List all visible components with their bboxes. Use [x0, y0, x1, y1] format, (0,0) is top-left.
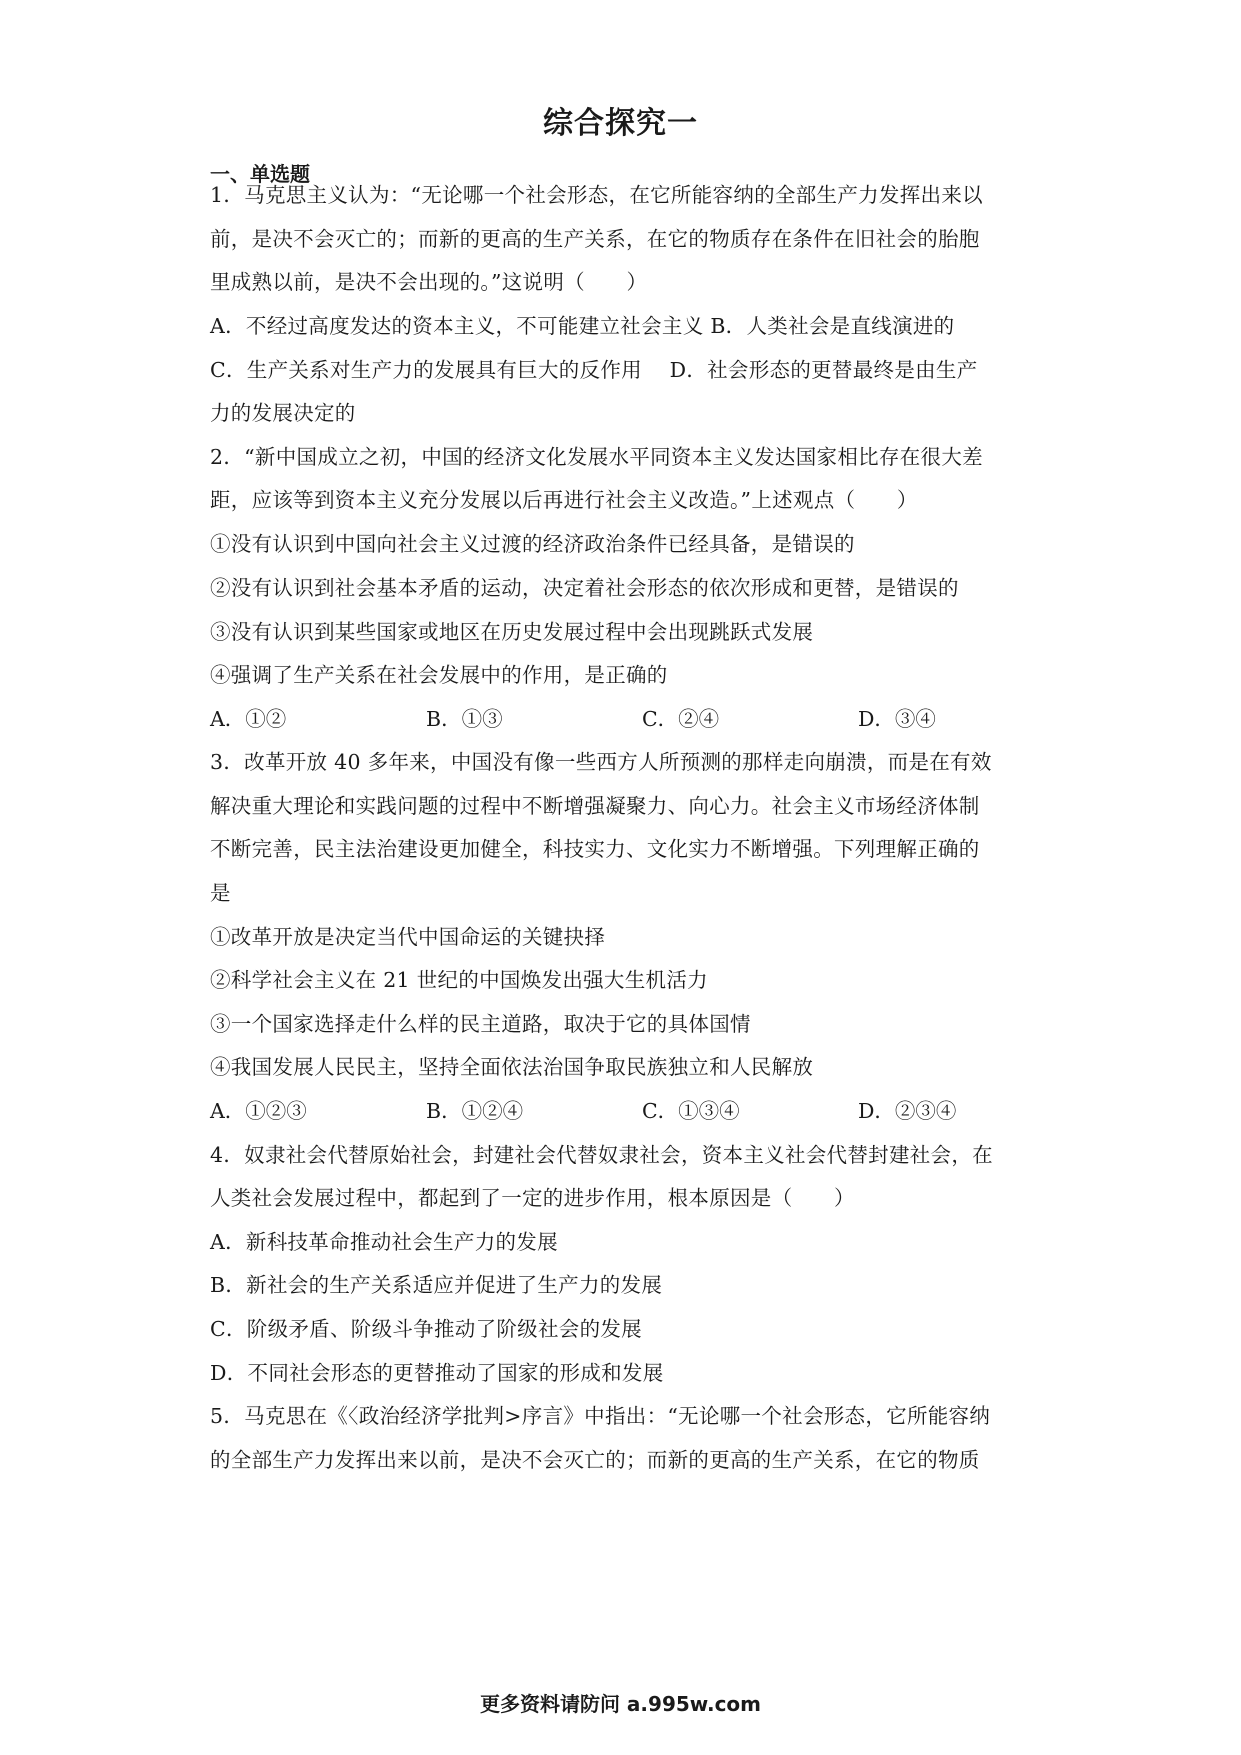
q5-line: 的全部生产力发挥出来以前，是决不会灭亡的；而新的更高的生产关系，在它的物质: [210, 1448, 980, 1472]
q1-line: 前，是决不会灭亡的；而新的更高的生产关系，在它的物质存在条件在旧社会的胎胞: [210, 227, 980, 251]
q4-line: 4．奴隶社会代替原始社会，封建社会代替奴隶社会，资本主义社会代替封建社会，在: [210, 1143, 993, 1167]
q2-statement: ①没有认识到中国向社会主义过渡的经济政治条件已经具备，是错误的: [210, 532, 855, 556]
q4-option-d: D．不同社会形态的更替推动了国家的形成和发展: [210, 1361, 664, 1385]
q3-line: 解决重大理论和实践问题的过程中不断增强凝聚力、向心力。社会主义市场经济体制: [210, 794, 980, 818]
q3-option-c: C．①③④: [642, 1099, 740, 1123]
q4-option-c: C．阶级矛盾、阶级斗争推动了阶级社会的发展: [210, 1317, 642, 1341]
footer-watermark: 更多资料请防问 a.995w.com: [479, 1692, 762, 1716]
q2-statement: ④强调了生产关系在社会发展中的作用，是正确的: [210, 663, 668, 687]
q2-option-a: A．①②: [210, 707, 287, 731]
q2-statement: ③没有认识到某些国家或地区在历史发展过程中会出现跳跃式发展: [210, 620, 814, 644]
q2-line: 2．“新中国成立之初，中国的经济文化发展水平同资本主义发达国家相比存在很大差: [210, 445, 983, 469]
q3-option-b: B．①②④: [426, 1099, 524, 1123]
q5-line: 5．马克思在《〈政治经济学批判>序言》中指出：“无论哪一个社会形态，它所能容纳: [210, 1404, 991, 1428]
q4-line: 人类社会发展过程中，都起到了一定的进步作用，根本原因是（ ）: [210, 1186, 855, 1210]
q1-option-line: A．不经过高度发达的资本主义，不可能建立社会主义 B．人类社会是直线演进的: [210, 314, 955, 338]
q4-option-b: B．新社会的生产关系适应并促进了生产力的发展: [210, 1273, 663, 1297]
q3-option-d: D．②③④: [858, 1099, 957, 1123]
q3-statement: ④我国发展人民民主，坚持全面依法治国争取民族独立和人民解放: [210, 1055, 814, 1079]
q2-statement: ②没有认识到社会基本矛盾的运动，决定着社会形态的依次形成和更替，是错误的: [210, 576, 959, 600]
q3-statement: ②科学社会主义在 21 世纪的中国焕发出强大生机活力: [210, 968, 708, 992]
q3-statement: ①改革开放是决定当代中国命运的关键抉择: [210, 925, 606, 949]
q3-line: 是: [210, 881, 231, 905]
q3-option-a: A．①②③: [210, 1099, 307, 1123]
q1-option-line: 力的发展决定的: [210, 401, 356, 425]
q1-line: 里成熟以前，是决不会出现的。”这说明（ ）: [210, 270, 648, 294]
q3-line: 不断完善，民主法治建设更加健全，科技实力、文化实力不断增强。下列理解正确的: [210, 837, 980, 861]
q4-option-a: A．新科技革命推动社会生产力的发展: [210, 1230, 558, 1254]
q3-statement: ③一个国家选择走什么样的民主道路，取决于它的具体国情: [210, 1012, 751, 1036]
q3-line: 3．改革开放 40 多年来，中国没有像一些西方人所预测的那样走向崩溃，而是在有效: [210, 750, 992, 774]
q1-option-line: C．生产关系对生产力的发展具有巨大的反作用 D．社会形态的更替最终是由生产: [210, 358, 978, 382]
section-heading: 一、单选题: [210, 162, 310, 186]
q2-line: 距，应该等到资本主义充分发展以后再进行社会主义改造。”上述观点（ ）: [210, 488, 918, 512]
q1-line: 1．马克思主义认为：“无论哪一个社会形态，在它所能容纳的全部生产力发挥出来以: [210, 183, 983, 207]
q2-option-c: C．②④: [642, 707, 720, 731]
page-title: 综合探究一: [543, 106, 698, 141]
q2-option-d: D．③④: [858, 707, 936, 731]
q2-option-b: B．①③: [426, 707, 503, 731]
